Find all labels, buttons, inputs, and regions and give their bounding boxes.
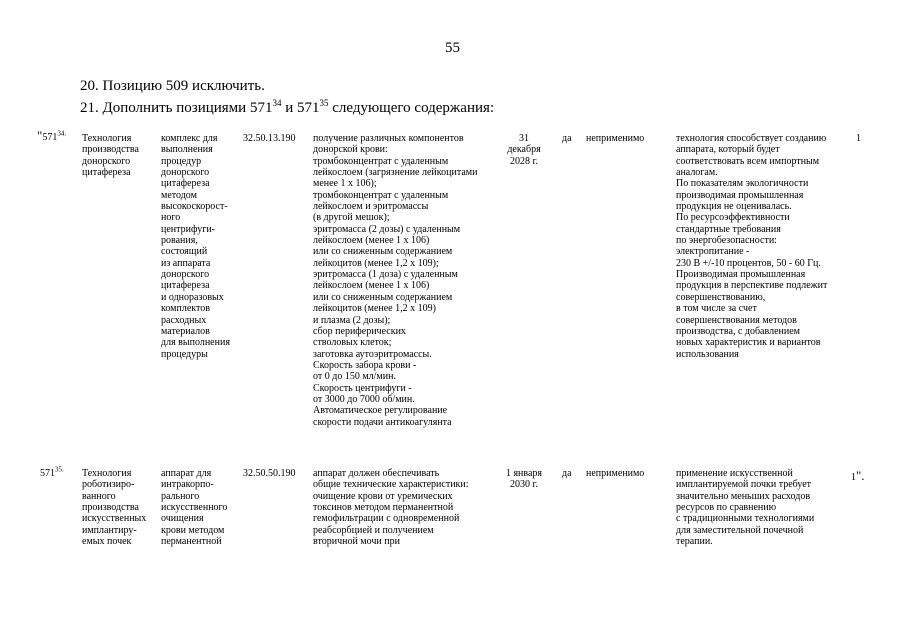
position-number bbox=[40, 465, 64, 479]
last-column-value bbox=[851, 470, 865, 483]
okpd-code: 32.50.50.190 bbox=[243, 468, 296, 479]
notes: применение искусственной имплантируемой почки требует значительно меньших расходов ресурсов по сравнению с традиционными технологиями для заместительной почечной терапии. bbox=[676, 468, 815, 548]
position-number-base: 571 bbox=[42, 132, 58, 143]
last-column-value: 1 bbox=[856, 133, 861, 144]
product-name: комплекс для выполнения процедур донорского цитафереза методом высокоскорост- ного центрифуги- рования, состоящий из аппарата донорского цитафереза и одноразовых комплектов расходных материалов для выполнения процедуры bbox=[161, 133, 230, 360]
last-column-number: 1 bbox=[851, 472, 856, 483]
product-name: аппарат для интракорпо- рального искусственного очищения крови методом перманентной bbox=[161, 468, 228, 548]
product-specs: аппарат должен обеспечивать общие технические характеристики: очищение крови от уремических токсинов методом перманентной гемофильтрации с одновременной реабсорбцией и получением вторичной мочи при bbox=[313, 468, 469, 548]
technology-name: Технология роботизиро- ванного производства искусственных имплантиру- емых почек bbox=[82, 468, 147, 548]
position-number-sup: 34. bbox=[57, 129, 67, 138]
intro-line-2-a: 21. Дополнить позициями 571 bbox=[80, 100, 273, 116]
position-number-base: 571 bbox=[40, 468, 55, 479]
intro-line-2-b: и 571 bbox=[281, 100, 320, 116]
intro-sup-34: 34 bbox=[272, 98, 282, 108]
position-number bbox=[37, 130, 66, 143]
yes-flag: да bbox=[562, 468, 572, 479]
intro-line-1: 20. Позицию 509 исключить. bbox=[80, 78, 265, 94]
deadline-date: 1 января 2030 г. bbox=[505, 468, 543, 491]
notes: технология способствует созданию аппарата, который будет соответствовать всем импортным аналогам. По показателям экологичности производимая промышленная продукция не оценивалась. По ресурсоэффективности стандартные требования по энергобезопасности: электропитание - 230 В +/-10 процентов, 50 - 60 Гц. Производимая промышленная продукция в перспективе подлежит совершенствованию, в том числе за счет совершенствования методов производства, с добавлением новых характеристик и вариантов использования bbox=[676, 133, 828, 360]
technology-name: Технология производства донорского цитафереза bbox=[82, 133, 139, 179]
position-number-sup: 35. bbox=[55, 465, 64, 474]
close-quote: ". bbox=[856, 468, 865, 483]
intro-line-2 bbox=[80, 98, 494, 117]
deadline-date: 31 декабря 2028 г. bbox=[507, 133, 541, 167]
intro-line-2-c: следующего содержания: bbox=[328, 100, 495, 116]
not-applicable: неприменимо bbox=[586, 133, 645, 144]
okpd-code: 32.50.13.190 bbox=[243, 133, 296, 144]
intro-sup-35: 35 bbox=[319, 98, 329, 108]
yes-flag: да bbox=[562, 133, 572, 144]
not-applicable: неприменимо bbox=[586, 468, 645, 479]
product-specs: получение различных компонентов донорской крови: тромбоконцентрат с удаленным лейкослоем (загрязнение лейкоцитами менее 1 х 106); тромбоконцентрат с удаленным лейкослоем и эритромассы (в другой мешок); эритромасса (2 дозы) с удаленным лейкослоем (менее 1 х 106) или со сниженным содержанием лейкоцитов (менее 1,2 х 109); эритромасса (1 доза) с удаленным лейкослоем (менее 1 х 106) или со сниженным содержанием лейкоцитов (менее 1,2 х 109) и плазма (2 дозы); сбор периферических стволовых клеток; заготовка аутоэритромассы. Скорость забора крови - от 0 до 150 мл/мин. Скорость центрифуги - от 3000 до 7000 об/мин. Автоматическое регулирование скорости подачи антикоагулянта bbox=[313, 133, 478, 428]
open-quote: " bbox=[37, 128, 43, 143]
page-number: 55 bbox=[445, 40, 460, 56]
